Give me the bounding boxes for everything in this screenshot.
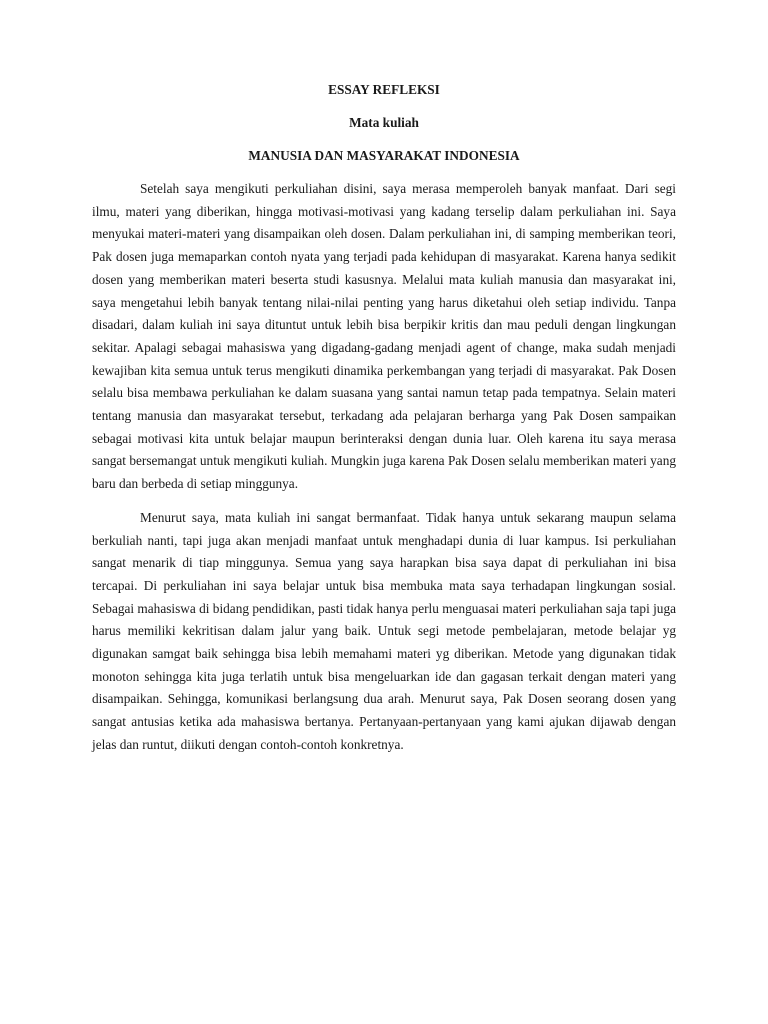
document-subtitle: Mata kuliah xyxy=(349,115,419,130)
body-paragraph-2: Menurut saya, mata kuliah ini sangat bermanfaat. Tidak hanya untuk sekarang maupun selama berkuliah nanti, tapi juga akan menjadi manfaat untuk menghadapi dunia di luar kampus. Isi perkuliahan sangat menarik di tiap minggunya. Semua yang saya harapkan bisa saya dapat di perkuliahan ini bisa tercapai. Di perkuliahan ini saya belajar untuk bisa membuka mata saya terhadapan lingkungan sosial. Sebagai mahasiswa di bidang pendidikan, pasti tidak hanya perlu menguasai materi perkuliahan saja tapi juga harus memiliki kekritisan dalam jalur yang baik. Untuk segi metode pembelajaran, metode belajar yg digunakan samgat baik sehingga bisa lebih memahami materi yg diberikan. Metode yang digunakan tidak monoton sehingga kita juga terlatih untuk bisa mengeluarkan ide dan gagasan terkait dengan materi yang disampaikan. Sehingga, komunikasi berlangsung dua arah. Menurut saya, Pak Dosen seorang dosen yang sangat antusias ketika ada mahasiswa bertanya. Pertanyaan-pertanyaan yang kami ajukan dijawab dengan jelas dan runtut, diikuti dengan contoh-contoh konkretnya. xyxy=(92,509,676,752)
body-paragraph-1: Setelah saya mengikuti perkuliahan disini, saya merasa memperoleh banyak manfaat. Dari segi ilmu, materi yang diberikan, hingga motivasi-motivasi yang kadang terselip dalam perkuliahan ini. Saya menyukai materi-materi yang disampaikan oleh dosen. Dalam perkuliahan ini, di samping memberikan teori, Pak dosen juga memaparkan contoh nyata yang terjadi pada kehidupan di masyarakat. Karena hanya sedikit dosen yang memberikan materi beserta studi kasusnya. Melalui mata kuliah manusia dan masyarakat ini, saya mengetahui lebih banyak tentang nilai-nilai penting yang harus diketahui oleh setiap individu. Tanpa disadari, dalam kuliah ini saya dituntut untuk lebih bisa berpikir kritis dan mau peduli dengan lingkungan sekitar. Apalagi sebagai mahasiswa yang digadang-gadang menjadi agent of change, maka sudah menjadi kewajiban kita semua untuk terus mengikuti dinamika perkembangan yang terjadi di masyarakat. Pak Dosen selalu bisa membawa perkuliahan ke dalam suasana yang santai namun tetap pada tempatnya. Selain materi tentang manusia dan masyarakat tersebut, terkadang ada pelajaran berharga yang Pak Dosen sampaikan sebagai motivasi kita untuk belajar maupun berinteraksi dengan dunia luar. Oleh karena itu saya merasa sangat bersemangat untuk mengikuti kuliah. Mungkin juga karena Pak Dosen selalu memberikan materi yang baru dan berbeda di setiap minggunya. xyxy=(92,181,676,492)
course-name: MANUSIA DAN MASYARAKAT INDONESIA xyxy=(248,148,520,163)
document-page xyxy=(92,82,676,757)
document-title: ESSAY REFLEKSI xyxy=(328,82,440,97)
